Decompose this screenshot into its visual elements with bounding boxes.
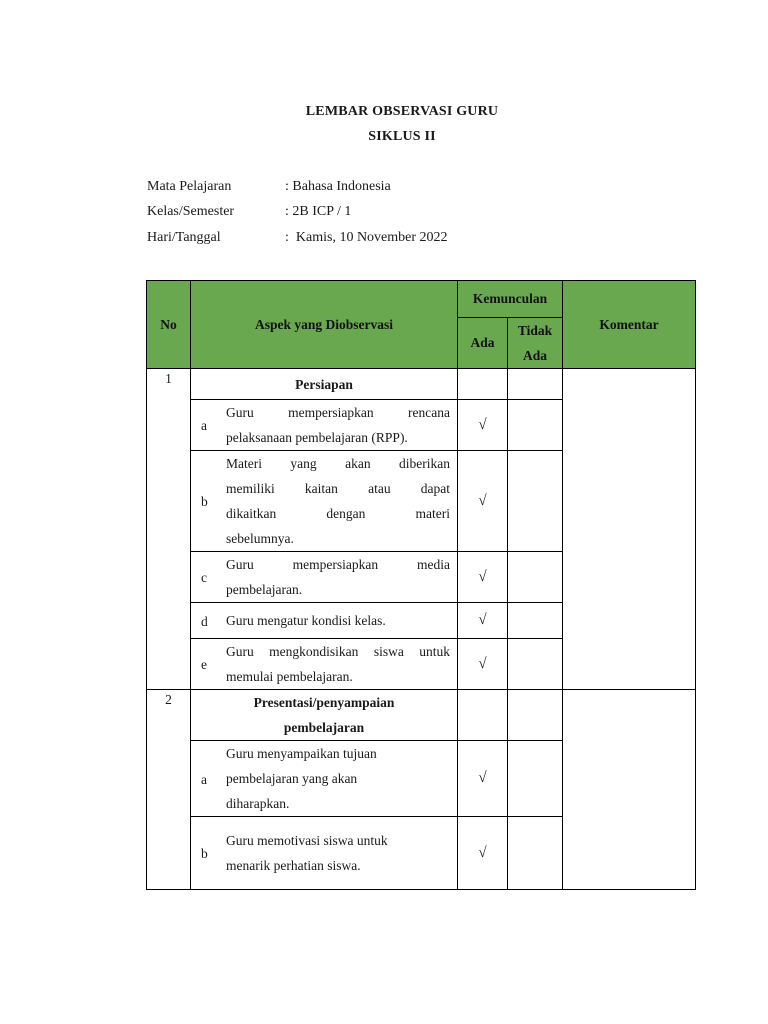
item-1e-line2: memulai pembelajaran. [226,669,353,684]
item-2b [191,817,458,890]
header-aspek: Aspek yang Diobservasi [191,281,458,369]
document-title: LEMBAR OBSERVASI GURU [305,104,499,119]
item-1b [191,451,458,552]
section-1-ada [458,369,508,400]
item-1b-tidak [508,451,563,552]
header-tidak-label: Tidak [517,323,553,338]
item-1d [191,603,458,639]
info-label-class: Kelas/Semester [147,204,235,219]
item-2a-check: √ [458,741,508,817]
item-2a-line3: diharapkan. [226,796,290,811]
section-2-title [191,690,458,741]
section-1-komentar [563,369,696,690]
document-subtitle: SIKLUS II [368,129,436,144]
header-ada: Ada [458,318,508,369]
section-1-title: Persiapan [191,369,458,400]
item-1b-line4: sebelumnya. [226,531,294,546]
item-1a-check: √ [458,400,508,451]
item-1a-line1: Guru mempersiapkan rencana [226,405,450,420]
header-kemunculan: Kemunculan [458,281,563,318]
header-ada2-label: Ada [523,348,548,363]
item-2b-line1: Guru memotivasi siswa untuk [226,833,388,848]
item-1d-letter: d [201,614,208,629]
item-2b-line2: menarik perhatian siswa. [226,858,361,873]
item-1a-tidak [508,400,563,451]
item-1e-line1: Guru mengkondisikan siswa untuk [226,644,450,659]
info-label-date: Hari/Tanggal [147,230,221,245]
item-1b-line3: dikaitkan dengan materi [226,506,450,521]
item-2a-tidak [508,741,563,817]
item-2a [191,741,458,817]
section-2-title-line2: pembelajaran [283,720,365,735]
item-1c-tidak [508,552,563,603]
section-2-no: 2 [147,690,191,890]
item-1a-line2: pelaksanaan pembelajaran (RPP). [226,430,408,445]
observation-table [146,280,696,890]
item-1d-line1: Guru mengatur kondisi kelas. [226,613,386,628]
item-1b-line2: memiliki kaitan atau dapat [226,481,450,496]
item-1a-letter: a [201,418,207,433]
item-2a-letter: a [201,772,207,787]
item-2b-letter: b [201,846,208,861]
item-1e-letter: e [201,657,207,672]
item-1a [191,400,458,451]
header-no: No [147,281,191,369]
item-1c-check: √ [458,552,508,603]
item-2b-check: √ [458,817,508,890]
section-2-title-line1: Presentasi/penyampaian [253,695,395,710]
section-2-ada [458,690,508,741]
section-2-tidak [508,690,563,741]
header-tidak-ada [508,318,563,369]
item-1b-letter: b [201,494,208,509]
info-value-class: : 2B ICP / 1 [285,204,352,219]
section-1-no: 1 [147,369,191,690]
info-label-subject: Mata Pelajaran [147,179,232,194]
info-value-subject: : Bahasa Indonesia [285,179,391,194]
item-1e [191,639,458,690]
item-2a-line2: pembelajaran yang akan [226,771,358,786]
info-value-date: : Kamis, 10 November 2022 [285,230,448,245]
section-2-komentar [563,690,696,890]
item-1e-tidak [508,639,563,690]
item-1c-line2: pembelajaran. [226,582,303,597]
item-1d-check: √ [458,603,508,639]
item-1d-tidak [508,603,563,639]
item-1c-letter: c [201,570,207,585]
item-2a-line1: Guru menyampaikan tujuan [226,746,377,761]
item-2b-tidak [508,817,563,890]
item-1b-line1: Materi yang akan diberikan [226,456,450,471]
section-1-tidak [508,369,563,400]
item-1c-line1: Guru mempersiapkan media [226,557,450,572]
item-1c [191,552,458,603]
item-1b-check: √ [458,451,508,552]
header-komentar: Komentar [563,281,696,369]
item-1e-check: √ [458,639,508,690]
